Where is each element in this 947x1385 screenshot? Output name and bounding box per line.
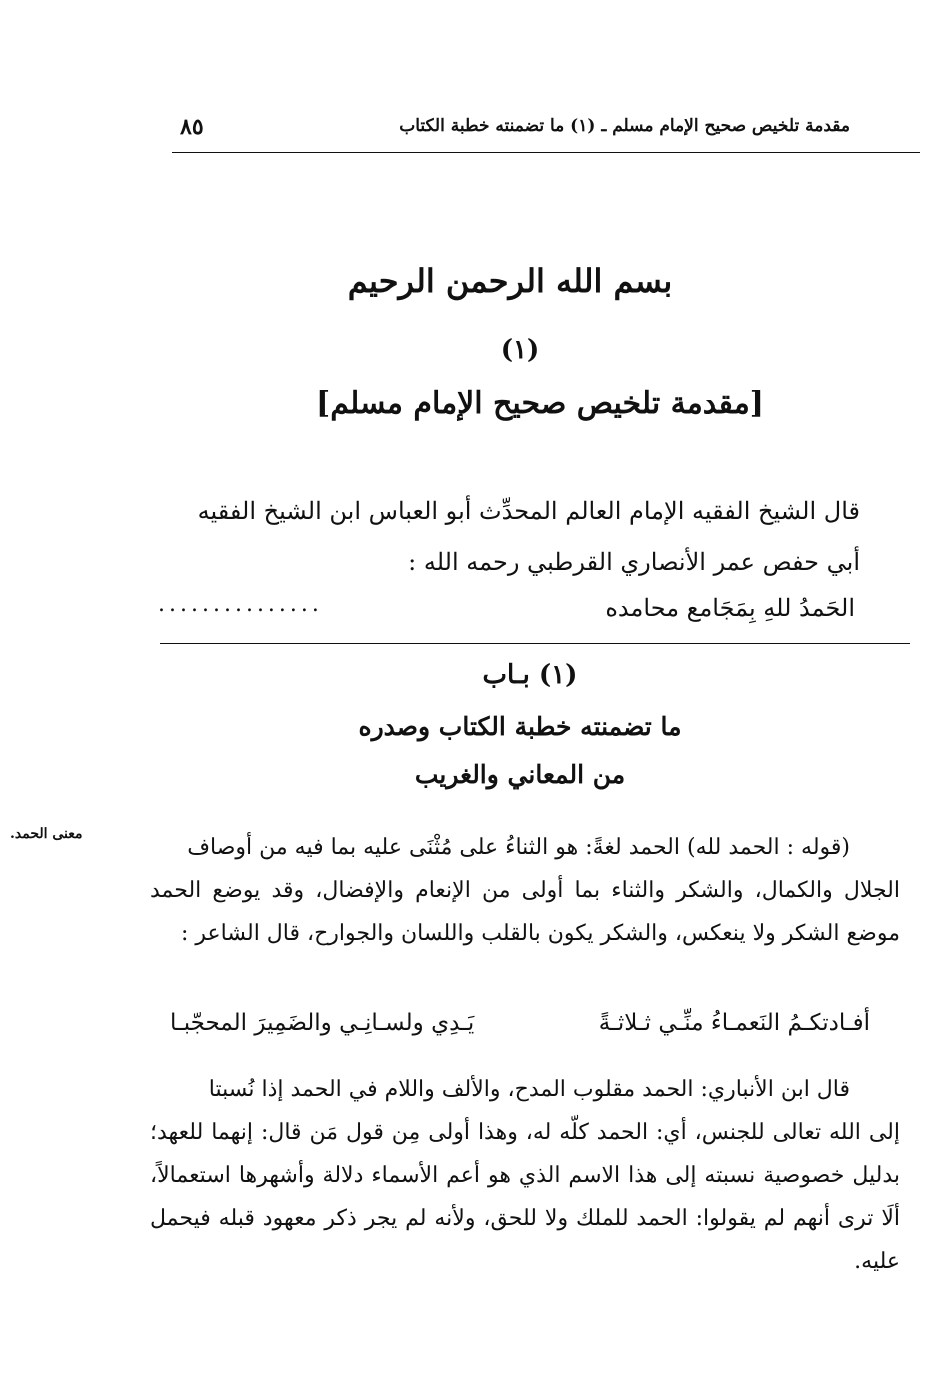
running-header-title: مقدمة تلخيص صحيح الإمام مسلم ـ (١) ما تضمنته خطبة الكتاب xyxy=(399,116,850,136)
poem-second-hemistich: يَـدِي ولسـانِـي والضَمِيرَ المحجّبـا xyxy=(170,1010,475,1036)
basmala-heading: بسم الله الرحمن الرحيم xyxy=(347,262,673,300)
intro-line-1: قال الشيخ الفقيه الإمام العالم المحدِّث أبو العباس ابن الشيخ الفقيه xyxy=(197,497,860,525)
margin-note: معنى الحمد. xyxy=(10,826,83,842)
commentary-paragraph-1 xyxy=(150,826,900,955)
section-number: (١) xyxy=(500,335,540,365)
quote-dot-leader: ............... xyxy=(158,592,323,617)
chapter-label: (١) بـاب xyxy=(482,660,578,690)
paragraph-1-first-line: (قوله : الحمد لله) الحمد لغةً: هو الثناءُ على مُثْنَى عليه بما فيه من أوصاف xyxy=(187,835,850,860)
section-title: [مقدمة تلخيص صحيح الإمام مسلم] xyxy=(316,386,764,421)
matn-quote: الحَمدُ للهِ بِمَجَامع محامده xyxy=(605,594,855,622)
chapter-title-line-2: من المعاني والغريب xyxy=(414,760,626,789)
header-divider xyxy=(172,152,920,153)
commentary-paragraph-2 xyxy=(150,1068,900,1283)
chapter-title-line-1: ما تضمنته خطبة الكتاب وصدره xyxy=(358,712,682,741)
page-number: ٨٥ xyxy=(180,114,204,140)
paragraph-1-body: الجلال والكمال، والشكر والثناء بما أولى من الإنعام والإفضال، وقد يوضع الحمد موضع الشكر ولا ينعكس، والشكر يكون بالقلب واللسان والجوارح، قال الشاعر : xyxy=(150,878,900,946)
poem-first-hemistich: أفـادتكـمُ النَعمـاءُ منِّـي ثـلاثـةً xyxy=(598,1010,870,1036)
intro-line-2: أبي حفص عمر الأنصاري القرطبي رحمه الله : xyxy=(408,548,860,576)
matn-divider xyxy=(160,643,910,644)
paragraph-2-body: إلى الله تعالى للجنس، أي: الحمد كلّه له، وهذا أولى مِن قول مَن قال: إنهما للعهد؛ بدليل خصوصية نسبته إلى هذا الاسم الذي هو أعم الأسماء دلالة وأشهرها استعمالاً، ألَا ترى أنهم لم يقولوا: الحمد للملك ولا للحق، ولأنه لم يجر ذكر معهود قبله فيحمل عليه. xyxy=(150,1120,900,1274)
paragraph-2-first-line: قال ابن الأنباري: الحمد مقلوب المدح، والألف واللام في الحمد إذا نُسبتا xyxy=(208,1077,850,1102)
